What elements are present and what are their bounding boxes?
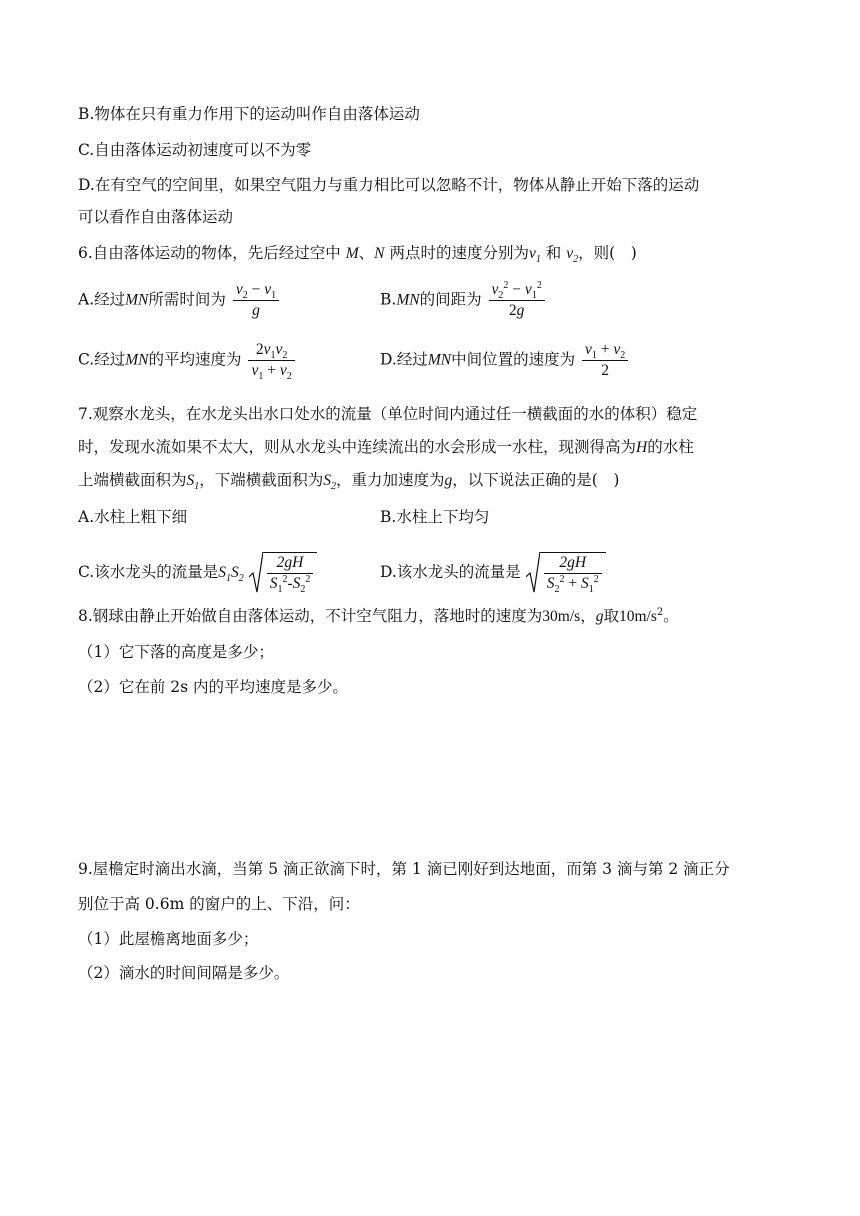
q9-part-1: （1）此屋檐离地面多少；	[78, 930, 259, 948]
q6-option-a: A.经过MN所需时间为 $\frac{v_2 - v_1}{g}$	[78, 280, 281, 321]
q9-stem-line1: 9.屋檐定时滴出水滴，当第 5 滴正欲滴下时，第 1 滴已刚好到达地面，而第 3 滴与第 2 滴正分	[78, 860, 730, 878]
fraction-time: $\frac{v_2 - v_1}{g}$	[233, 280, 279, 321]
q5-option-c: C.自由落体运动初速度可以不为零	[78, 141, 312, 159]
q6-option-b: B.MN的间距为 $\frac{v_2^2 - v_1^2}{2g}$	[380, 280, 547, 321]
q7-option-b: B.水柱上下均匀	[380, 508, 490, 526]
q6-option-d: D.经过MN中间位置的速度为 $\frac{v_1 + v_2}{2}$	[380, 340, 630, 381]
q9-part-2: （2）滴水的时间间隔是多少。	[78, 964, 290, 982]
q7-stem-line2: 时，发现水流如果不太大，则从水龙头中连续流出的水会形成一水柱，现测得高为H的水柱	[78, 438, 694, 456]
sqrt-flow-d: $\frac{2gH}{S_2^2 + S_1^2}$	[526, 552, 606, 594]
q6-stem: 6.自由落体运动的物体，先后经过空中 M、N 两点时的速度分别为$v_1$ 和 $v_2$，则( )	[78, 244, 637, 266]
q6-option-c: C.经过MN的平均速度为 $\frac{2v_1v_2}{v_1 + v_2}$	[78, 340, 297, 381]
q7-stem-line1: 7.观察水龙头，在水龙头出水口处水的流量（单位时间内通过任一横截面的水的体积）稳定	[78, 405, 698, 423]
sqrt-flow-c: $\frac{2gH}{S_1^2-S_2^2}$	[249, 552, 318, 594]
q8-part-2: （2）它在前 2s 内的平均速度是多少。	[78, 678, 349, 696]
q7-option-c: C.该水龙头的流量是$S_1S_2$ $\frac{2gH}{S_1^2-S_2^2}$	[78, 552, 317, 594]
q5-option-b: B.物体在只有重力作用下的运动叫作自由落体运动	[78, 105, 420, 123]
fraction-avg-velocity: $\frac{2v_1v_2}{v_1 + v_2}$	[248, 340, 294, 381]
q5-option-d-line2: 可以看作自由落体运动	[78, 208, 234, 226]
q7-option-d: D.该水龙头的流量是 $\frac{2gH}{S_2^2 + S_1^2}$	[380, 552, 606, 594]
q9-stem-line2: 别位于高 0.6m 的窗户的上、下沿，问：	[78, 895, 360, 913]
q7-stem-line3: 上端横截面积为$S_1$，下端横截面积为$S_2$，重力加速度为g，以下说法正确的是( )	[78, 471, 620, 493]
q8-stem: 8.钢球由静止开始做自由落体运动，不计空气阻力，落地时的速度为30m/s，g取$10m/s^2$。	[78, 606, 679, 625]
q5-option-d-line1: D.在有空气的空间里，如果空气阻力与重力相比可以忽略不计，物体从静止开始下落的运动	[78, 176, 700, 194]
q7-option-a: A.水柱上粗下细	[78, 508, 188, 526]
fraction-distance: $\frac{v_2^2 - v_1^2}{2g}$	[489, 280, 545, 321]
q8-part-1: （1）它下落的高度是多少；	[78, 643, 274, 661]
fraction-mid-velocity: $\frac{v_1 + v_2}{2}$	[582, 340, 628, 381]
